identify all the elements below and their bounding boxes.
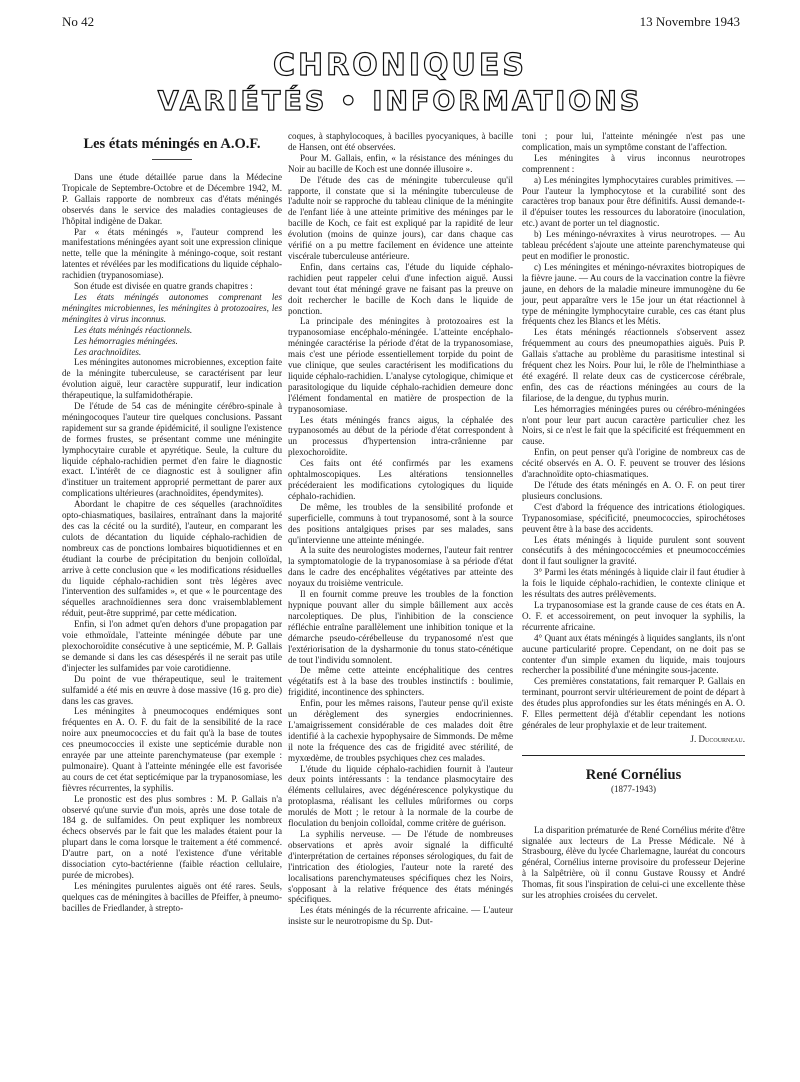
- paragraph: La disparition prématurée de René Cornélius mérite d'être signalée aux lecteurs de La Presse Médicale. Né à Strasbourg, élève du lycée Charlemagne, lauréat du concours général, Cornélius interne provisoire du professeur Dejerine à la Salpêtrière, où il connu Gustave Roussy et André Thomas, fit sous l'inspiration de celui-ci une excellente thèse sur les atrophies croisées du cervelet.: [522, 824, 745, 901]
- issue-date: 13 Novembre 1943: [639, 14, 740, 29]
- paragraph: Les hémorragies méningées pures ou cérébro-méningées n'ont pour leur part aucun caractère particulier chez les Noirs, si ce n'est le fait que la spécificité est fréquemment en cause.: [522, 403, 745, 447]
- obituary-title: René Cornélius: [585, 766, 682, 783]
- paragraph: De l'étude des cas de méningite tuberculeuse qu'il rapporte, il constate que si la méningite tuberculeuse de l'adulte noir se rapproche du tableau clinique de la méningite de l'enfant liée à une atteinte primitive des méninges par le bacille de Koch, ce fait est expliqué par la rapidité de leur évolution (moins de quinze jours), car dans chaque cas vérifié on a pu mettre facilement en évidence une atteinte viscérale tuberculeuse antérieure.: [288, 174, 513, 261]
- paragraph: Les états méningés autonomes comprenant les méningites microbiennes, les méningites à protozoaires, les méningites à virus inconnus.: [62, 291, 282, 324]
- paragraph: Enfin, dans certains cas, l'étude du liquide céphalo-rachidien peut rappeler celui d'une infection aiguë. Aussi devant tout état méningé grave ne faisant pas la preuve on doit rechercher le bacille de Koch dans le liquide de ponction.: [288, 261, 513, 316]
- paragraph: Pour M. Gallais, enfin, « la résistance des méninges du Noir au bacille de Koch est une donnée illusoire ».: [288, 152, 513, 174]
- article-title: Les états méningés en A.O.F.: [83, 136, 261, 152]
- paragraph: Les méningites purulentes aiguës ont été rares. Seuls, quelques cas de méningites à bacilles de Pfeiffer, à pneumo-bacilles de Friedlander, à strepto-: [62, 880, 282, 913]
- paragraph: Les états méningés réactionnels.: [74, 324, 193, 335]
- obituary-dates: (1877-1943): [611, 783, 656, 794]
- paragraph: Les méningites à pneumocoques endémiques sont fréquentes en A. O. F. du fait de la sensibilité de la race noire aux pneumococcies et du fait qu'à la base de toutes ces pneumococcies il existe une septicémie durable non enrayée par une atteinte parenchymateuse (par exemple : pulmonaire). Quant à l'atteinte méningée elle est favorisée au cours de cet état septicémique par la trypanosomiase, les fièvres récurrentes, la syphilis.: [62, 706, 282, 793]
- paragraph: L'étude du liquide céphalo-rachidien fournit à l'auteur deux points intéressants : la tendance plasmocytaire des éléments cellulaires, avec dégénérescence polykystique du protoplasma, réalisant les cellules mûriformes ou corps morulés de Mott ; le retour à la normale de la courbe de floculation du benjoin colloïdal, comme critère de guérison.: [288, 763, 513, 829]
- paragraph: Par « états méningés », l'auteur comprend les manifestations méningées ayant soit une expression clinique nette, telle que la méningite à méningo-coque, soit restant latentes et révélées par les modifications du liquide céphalo-rachidien (trypanosomiase).: [62, 226, 282, 281]
- paragraph: b) Les méningo-névraxites à virus neurotropes. — Au tableau précédent s'ajoute une atteinte parenchymateuse qui peut en modifier le pronostic.: [522, 229, 745, 261]
- paragraph: Ces premières constatations, fait remarquer P. Gallais en terminant, pourront servir ultérieurement de point de départ à des études plus approfondies sur les états méningés en A. O. F. Elles permettent déjà d'établir cependant les notions générales de leur prophylaxie et de leur traitement.: [522, 676, 745, 730]
- paragraph: De même, les troubles de la sensibilité profonde et superficielle, communs à tout trypanosomé, sont à la source des positions antalgiques prises par ses malades, sans qu'intervienne une atteinte méningée.: [288, 501, 513, 545]
- column-2: [288, 131, 513, 927]
- paragraph: La syphilis nerveuse. — De l'étude de nombreuses observations et après avoir signalé la difficulté d'interprétation de certaines réponses sérologiques, du fait de l'intrication des étiologies, l'auteur note la rareté des localisations parenchymateuses spécifiques chez les Noirs, s'opposant à la relative fréquence des états méningés spécifiques.: [288, 829, 513, 905]
- paragraph: De même cette atteinte encéphalitique des centres végétatifs est à la base des troubles instinctifs : boulimie, frigidité, incontinence des sphincters.: [288, 665, 513, 698]
- paragraph: La trypanosomiase est la grande cause de ces états en A. O. F. et accessoirement, on peut invoquer la syphilis, la récurrente africaine.: [522, 599, 745, 632]
- paragraph: 4° Quant aux états méningés à liquides sanglants, ils n'ont aucune particularité propre. Cependant, on ne doit pas se contenter d'un simple examen du liquide, mais toujours rechercher la possibilité d'une méningite sous-jacente.: [522, 632, 745, 676]
- paragraph: toni ; pour lui, l'atteinte méningée n'est pas une complication, mais un symptôme constant de l'affection.: [522, 131, 745, 152]
- paragraph: C'est d'abord la fréquence des intrications étiologiques. Trypanosomiase, spécificité, pneumococcies, spirochétoses peuvent être à la base des accidents.: [522, 501, 745, 534]
- article-signature: J. Ducourneau.: [690, 733, 745, 744]
- paragraph: Les arachnoïdites.: [74, 346, 142, 357]
- paragraph: De l'étude de 54 cas de méningite cérébro-spinale à méningocoques l'auteur tire quelques conclusions. Passant rapidement sur sa grande épidémicité, il souligne l'existence de formes frustes, se présentant comme une méningite lymphocytaire curable et apyrétique. Seule, la culture du liquide céphalo-rachidien permet d'en faire le diagnostic exact. L'intérêt de ce diagnostic est à souligner afin d'instituer un traitement approprié permettant de parer aux complications ultérieures (arachnoïdites, épendymites).: [62, 401, 282, 499]
- paragraph: Enfin, on peut penser qu'à l'origine de nombreux cas de cécité observés en A. O. F. peuvent se trouver des lésions d'arachnoïdite opto-chiasmatiques.: [522, 447, 745, 480]
- masthead-varietes: VARIÉTÉS • INFORMATIONS: [157, 86, 643, 117]
- paragraph: Enfin, si l'on admet qu'en dehors d'une propagation par voie ethmoïdale, l'atteinte méningée débute par une plexochoroïdite consécutive à une septicémie, M. P. Gallais se demande si dans les cas désespérés il ne serait pas utile d'injecter les sulfamides par voie carotidienne.: [62, 619, 282, 673]
- paragraph: Les méningites autonomes microbiennes, exception faite de la méningite tuberculeuse, se caractérisent par leur évolution aiguë, leur caractère suppuratif, leur indication thérapeutique, la sulfamidothérapie.: [62, 357, 282, 401]
- paragraph: coques, à staphylocoques, à bacilles pyocyaniques, à bacille de Hansen, ont été observées.: [288, 131, 513, 152]
- title-rule: [152, 159, 192, 160]
- paragraph: A la suite des neurologistes modernes, l'auteur fait rentrer la symptomatologie de la trypanosomiase à sa période d'état dans le cadre des encéphalites végétatives par atteinte des noyaux du troisième ventricule.: [288, 545, 513, 589]
- paragraph: Il en fournit comme preuve les troubles de la fonction hypnique pouvant aller du simple bâillement aux accès narcoleptiques. De plus, l'inhibition de la conscience réfléchie entraîne parallèlement une inhibition tonique et la démarche pseudo-cérébelleuse du trypanosomé n'est que l'extériorisation de la dysharmonie du tonus stato-cénétique de tout l'individu somnolent.: [288, 589, 513, 665]
- paragraph: 3° Parmi les états méningés à liquide clair il faut étudier à la fois le liquide céphalo-rachidien, le contexte clinique et les résultats des autres prélèvements.: [522, 567, 745, 600]
- column-3: [522, 131, 745, 901]
- paragraph: Son étude est divisée en quatre grands chapitres :: [74, 281, 253, 292]
- paragraph: Les hémorragies méningées.: [74, 335, 178, 346]
- paragraph: La principale des méningites à protozoaires est la trypanosomiase encéphalo-méningée. L'atteinte encéphalo-méningée caractérise la période d'état de la trypanosomiase, mais c'est une période essentiellement torpide du point de vue clinique, que seules caractérisent les modifications du liquide céphalo-rachidien. L'analyse cytologique, chimique et parasitologique du liquide céphalo-rachidien demeure donc l'élément fondamental en matière de prospection de la trypanosomiase.: [288, 316, 513, 414]
- paragraph: Le pronostic est des plus sombres : M. P. Gallais n'a observé qu'une survie d'un mois, après une dose totale de 184 g. de sulfamides. On peut expliquer les nombreux échecs observés par le fait que les malades étaient pour la plupart dans le coma lorsque le traitement a été commencé. D'autre part, on a noté l'existence d'une véritable dissociation cyto-bactérienne (faible réaction cellulaire, purée de microbes).: [62, 793, 282, 880]
- paragraph: Les états méningés francs aigus, la céphalée des trypanosomés au début de la période d'état correspondent à un processus d'hypertension intra-crânienne par plexochoroïdite.: [288, 414, 513, 458]
- paragraph: Les états méningés à liquide purulent sont souvent consécutifs à des méningococcémies et pneumococcémies dont il faut souligner la gravité.: [522, 534, 745, 567]
- paragraph: Les états méningés réactionnels s'observent assez fréquemment au cours des pneumopathies aiguës. Puis P. Gallais s'attache au problème du parasitisme intestinal si fréquent chez les Noirs. Pour lui, le rôle de l'helminthiase a été exagéré. Il relate deux cas de cysticercose cérébrale, enfin, des cas de réactions méningées au cours de la filariose, de la dengue, du typhus murin.: [522, 327, 745, 403]
- column-1: [62, 131, 282, 914]
- paragraph: Ces faits ont été confirmés par les examens ophtalmoscopiques. Les altérations tensionnelles précéderaient les modifications cytologiques du liquide céphalo-rachidien.: [288, 458, 513, 501]
- paragraph: a) Les méningites lymphocytaires curables primitives. — Pour l'auteur la lymphocytose et la curabilité sont des caractères trop banaux pour être définitifs. Aussi demande-t-il d'épuiser toutes les ressources du laboratoire (inoculation, etc.) avant de porter un tel diagnostic.: [522, 174, 745, 229]
- paragraph: Du point de vue thérapeutique, seul le traitement sulfamidé a été mis en œuvre à dose massive (16 g. pro die) dans les cas graves.: [62, 673, 282, 706]
- masthead-chroniques: CHRONIQUES: [273, 48, 527, 83]
- paragraph: Abordant le chapitre de ces séquelles (arachnoïdites opto-chiasmatiques, basilaires, entraînant dans la majorité des cas la cécité ou la surdité), l'auteur, en comparant les culots de décantation du liquide céphalo-rachidien de nombreux cas de ponctions lombaires biquotidiennes et en étudiant la courbe de précipitation du benjoin colloïdal, arrive à cette conclusion que « les modifications résiduelles du liquide céphalo-rachidien sont très légères avec l'intervention des sulfamides », et que « le pourcentage des séquelles arachnoïdiennes sera donc vraisemblablement réduit, peut-être supprimé, par cette médication.: [62, 499, 282, 619]
- paragraph: Enfin, pour les mêmes raisons, l'auteur pense qu'il existe un dérèglement des synergies endocriniennes. L'amaigrissement considérable de ces malades doit être identifié à la cachexie hypophysaire de Simmonds. De même il note la fréquence des cas de frigidité avec stérilité, de myxœdème, de troubles psychiques chez ces malades.: [288, 698, 513, 763]
- issue-number: No 42: [62, 14, 95, 29]
- paragraph: Les états méningés de la récurrente africaine. — L'auteur insiste sur le neurotropisme du Sp. Dut-: [288, 905, 513, 927]
- paragraph: De l'étude des états méningés en A. O. F. on peut tirer plusieurs conclusions.: [522, 480, 745, 501]
- paragraph: Les méningites à virus inconnus neurotropes comprennent :: [522, 152, 745, 174]
- paragraph: c) Les méningites et méningo-névraxites biotropiques de la fièvre jaune. — Au cours de la vaccination contre la fièvre jaune, en dehors de la maladie mineure immunogène du 6e jour, peut apparaître vers le 15e jour un état réactionnel à type de méningite lymphocytaire curable, ces cas étant plus fréquents chez les Blancs et les Métis.: [522, 261, 745, 327]
- paragraph: Dans une étude détaillée parue dans la Médecine Tropicale de Septembre-Octobre et de Décembre 1942, M. P. Gallais rapporte de nombreux cas d'états méningés observés dans le service des maladies contagieuses de l'hôpital indigène de Dakar.: [62, 172, 282, 226]
- section-separator: [522, 755, 745, 756]
